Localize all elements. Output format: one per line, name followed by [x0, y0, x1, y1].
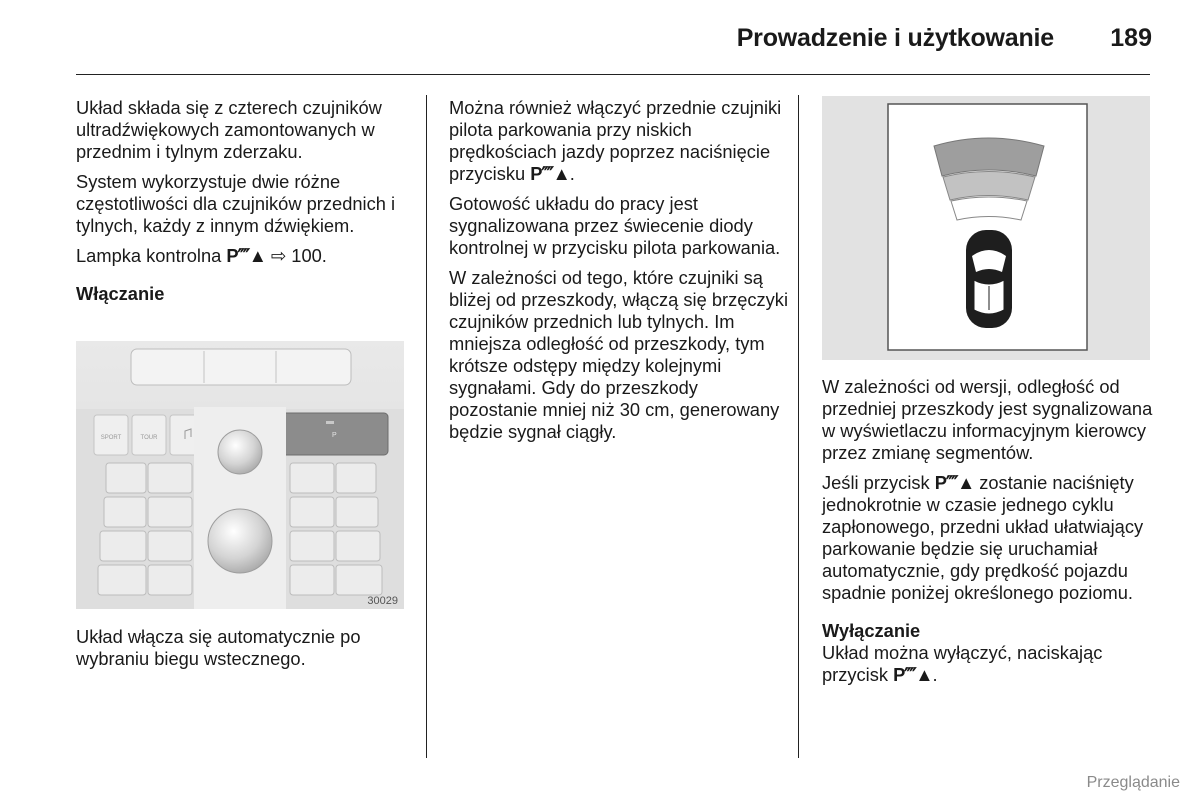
paragraph-auto-on: Układ włącza się automatycznie po wybraniu biegu wstecznego.	[76, 626, 361, 669]
column-3	[822, 376, 1162, 694]
heading-switch-off: Wyłączanie	[822, 620, 921, 641]
switch-off-text: Układ można wyłączyć, naciskając przycisk	[822, 642, 1103, 685]
car-icon	[966, 230, 1012, 328]
paragraph-auto-front	[822, 472, 1162, 604]
upper-knob	[218, 430, 262, 474]
page-number: 189	[1110, 24, 1152, 52]
svg-text:P: P	[332, 432, 337, 439]
sport-button-label: SPORT	[100, 435, 122, 441]
heading-switch-on: Włączanie	[76, 283, 165, 304]
paragraph-readiness: Gotowość układu do pracy jest sygnalizowana przez świecenie diody kontrolnej w przycisku pilota parkowania.	[449, 193, 781, 258]
column-1	[76, 97, 416, 305]
tour-button-label: TOUR	[140, 435, 158, 441]
paragraph-display-segments: W zależności od wersji, odległość od przedniej przeszkody jest sygnalizowana w wyświetlaczu informacyjnym kierowcy przez zmianę segmentów.	[822, 376, 1153, 463]
auto-front-text-end: zostanie naciśnięty jednokrotnie w czasie jednego cyklu zapłonowego, przedni układ ułatwiający parkowanie będzie się uruchamiał automatycznie, gdy prędkość pojazdu spadnie poniżej określonego poziomu.	[822, 472, 1144, 603]
parking-display-figure	[822, 96, 1150, 360]
figure-code: 30029	[367, 595, 398, 607]
paragraph-indicator	[76, 245, 416, 267]
control-panel-figure	[76, 341, 404, 609]
distance-segment-far	[934, 138, 1044, 176]
park-assist-symbol: P⁗▲	[226, 245, 266, 266]
paragraph-switch-off	[822, 642, 1162, 686]
paragraph-sensors: Układ składa się z czterech czujników ultradźwiękowych zamontowanych w przednim i tylnym zderzaku.	[76, 97, 382, 162]
paragraph-buzzers: W zależności od tego, które czujniki są bliżej od przeszkody, włączą się brzęczyki czujników przednich lub tylnych. Im mniejsza odległość od przeszkody, tym krótsze odstępy między kolejnymi sygnałami. Gdy do przeszkody pozostanie mniej niż 30 cm, generowany będzie sygnał ciągły.	[449, 267, 789, 442]
column-divider-1	[426, 95, 427, 758]
indicator-text: Lampka kontrolna	[76, 245, 227, 266]
column-2	[449, 97, 789, 451]
header-rule	[76, 74, 1150, 75]
auto-front-text-start: Jeśli przycisk	[822, 472, 935, 493]
park-assist-symbol: P⁗▲	[530, 163, 570, 184]
paragraph-frequencies: System wykorzystuje dwie różne częstotliwości dla czujników przednich i tylnych, każdy z innym dźwiękiem.	[76, 171, 396, 236]
footer-watermark: Przeglądanie	[1086, 774, 1180, 791]
park-assist-symbol: P⁗▲	[893, 664, 933, 685]
lower-knob	[208, 509, 272, 573]
paragraph-front-sensors	[449, 97, 789, 185]
distance-segment-mid	[943, 172, 1035, 201]
front-sensors-text: Można również włączyć przednie czujniki pilota parkowania przy niskich prędkościach jazdy poprzez naciśnięcie przycisku	[449, 97, 782, 184]
park-assist-symbol: P⁗▲	[934, 472, 975, 493]
indicator-ref: ⇨ 100.	[265, 245, 327, 266]
distance-segment-near	[951, 197, 1027, 220]
column-1-bottom	[76, 626, 416, 678]
page-title: Prowadzenie i użytkowanie	[736, 24, 1054, 52]
switch-off-end: .	[932, 664, 938, 685]
column-divider-2	[798, 95, 799, 758]
front-sensors-end: .	[569, 163, 575, 184]
